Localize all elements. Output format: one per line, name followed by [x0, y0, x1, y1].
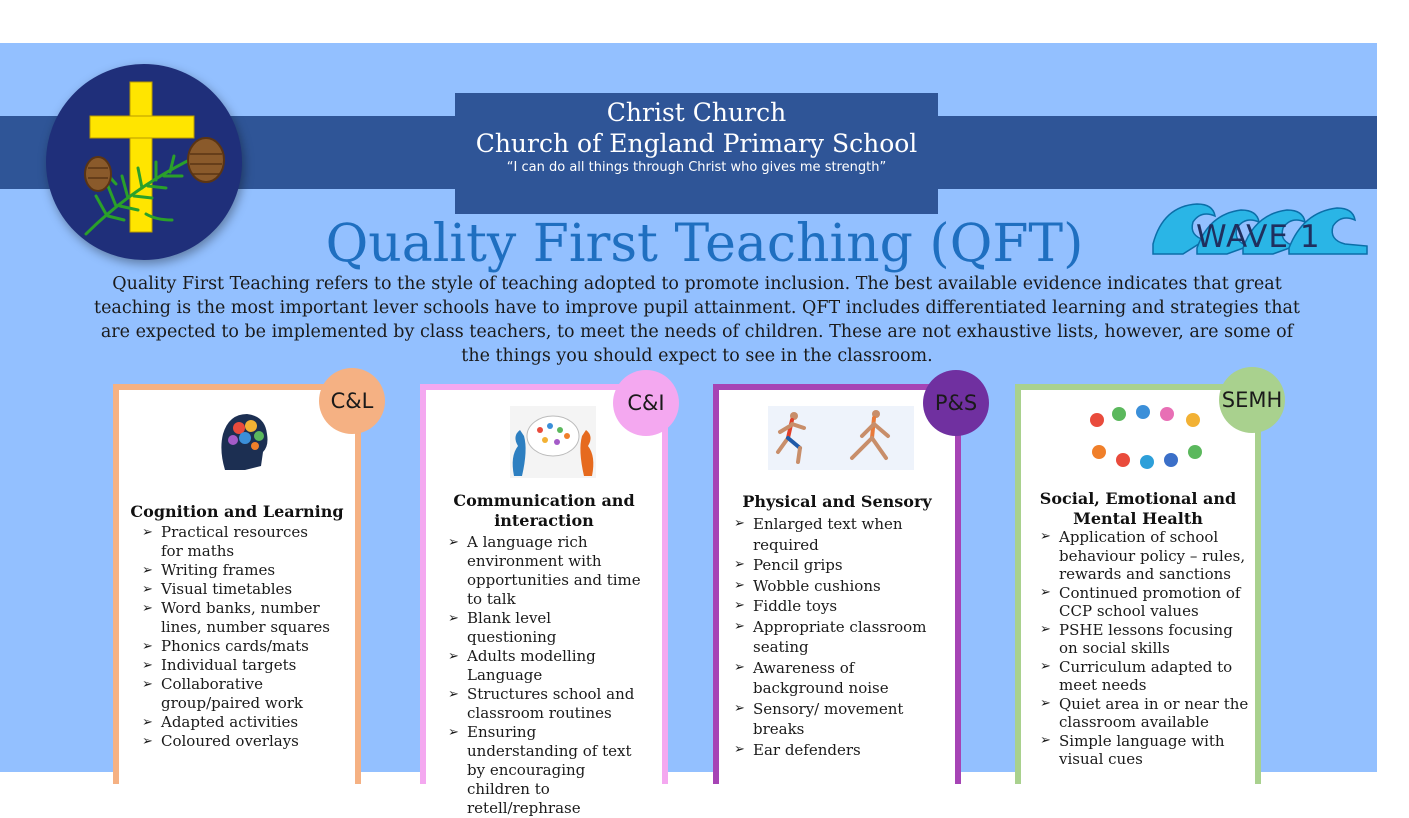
- intro-paragraph: Quality First Teaching refers to the style of teaching adopted to promote inclusion. The best available evidence indicates that great teaching is the most important lever schools have to improve pupil attainment. QFT includes differentiated learning and strategies that are expected to be implemented by class teachers, to meet the needs of children. These are not exhaustive lists, however, are some of the things you should expect to see in the classroom.: [94, 274, 1300, 366]
- school-name-line-2: Church of England Primary School: [475, 129, 918, 158]
- card-heading: Communication and interaction: [453, 491, 635, 530]
- list-item: ➢ Adults modelling Language: [448, 647, 644, 685]
- list-item: ➢ Pencil grips: [734, 555, 944, 576]
- runners-icon: [768, 406, 914, 470]
- card-communication-interaction: [420, 384, 668, 817]
- card-cognition-learning: [113, 384, 374, 784]
- list-item: ➢ Quiet area in or near the classroom available: [1040, 695, 1250, 732]
- school-title-box: [455, 93, 938, 214]
- card-list: [448, 533, 644, 818]
- card-badge: P&S: [923, 370, 989, 436]
- card-badge: SEMH: [1219, 367, 1285, 433]
- card-badge: C&L: [319, 368, 385, 434]
- list-item: ➢ Appropriate classroom seating: [734, 617, 944, 658]
- card-heading: Social, Emotional and Mental Health: [1039, 489, 1237, 528]
- list-item: ➢ Practical resources for maths: [142, 523, 332, 561]
- list-item: ➢ Ear defenders: [734, 740, 944, 761]
- list-item: ➢ Phonics cards/mats: [142, 637, 332, 656]
- list-item: ➢ Ensuring understanding of text by encouraging children to retell/rephrase: [448, 723, 644, 818]
- card-heading: Physical and Sensory: [742, 492, 932, 511]
- wave-label: WAVE 1: [1196, 219, 1321, 255]
- card-physical-sensory: [713, 384, 978, 784]
- school-name-line-1: Christ Church: [606, 98, 787, 127]
- list-item: ➢ Individual targets: [142, 656, 332, 675]
- card-list: [734, 514, 944, 760]
- list-item: ➢ Fiddle toys: [734, 596, 944, 617]
- list-item: ➢ Structures school and classroom routines: [448, 685, 644, 723]
- list-item: ➢ Blank level questioning: [448, 609, 644, 647]
- list-item: ➢ Writing frames: [142, 561, 332, 580]
- list-item: ➢ Awareness of background noise: [734, 658, 944, 699]
- list-item: ➢ Application of school behaviour policy – rules, rewards and sanctions: [1040, 528, 1250, 584]
- list-item: ➢ Sensory/ movement breaks: [734, 699, 944, 740]
- card-list: [1040, 528, 1250, 769]
- speech-bubble-icon: [510, 406, 596, 478]
- list-item: ➢ Enlarged text when required: [734, 514, 944, 555]
- list-item: ➢ Collaborative group/paired work: [142, 675, 332, 713]
- card-list: [142, 523, 332, 751]
- page-title: Quality First Teaching (QFT): [325, 214, 1084, 274]
- list-item: ➢ Coloured overlays: [142, 732, 332, 751]
- list-item: ➢ PSHE lessons focusing on social skills: [1040, 621, 1250, 658]
- list-item: ➢ Curriculum adapted to meet needs: [1040, 658, 1250, 695]
- list-item: ➢ Visual timetables: [142, 580, 332, 599]
- hands-icon: [1085, 406, 1209, 470]
- brain-head-icon: [215, 410, 271, 476]
- card-semh: [1015, 384, 1283, 784]
- card-heading: Cognition and Learning: [130, 502, 344, 521]
- list-item: ➢ Word banks, number lines, number squares: [142, 599, 332, 637]
- list-item: ➢ Wobble cushions: [734, 576, 944, 597]
- list-item: ➢ Simple language with visual cues: [1040, 732, 1250, 769]
- card-badge: C&I: [613, 370, 679, 436]
- list-item: ➢ Continued promotion of CCP school values: [1040, 584, 1250, 621]
- list-item: ➢ A language rich environment with opportunities and time to talk: [448, 533, 644, 609]
- list-item: ➢ Adapted activities: [142, 713, 332, 732]
- school-motto: “I can do all things through Christ who gives me strength”: [506, 160, 887, 175]
- slide: [0, 43, 1377, 817]
